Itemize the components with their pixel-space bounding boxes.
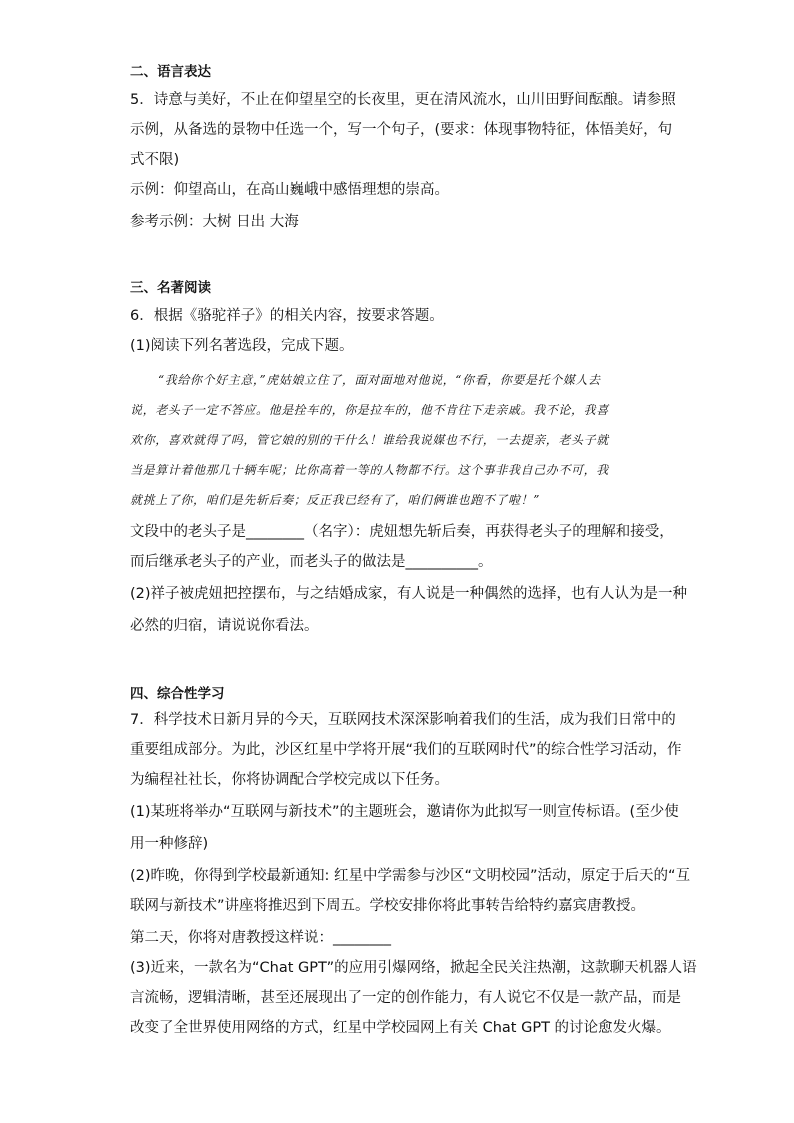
question-7-part-1-line-2: 用一种修辞) [130,836,209,852]
question-5-line-3: 式不限) [130,152,180,168]
question-5-options: 参考示例：大树 日出 大海 [130,214,299,230]
question-6-part-2-line-1: (2)祥子被虎妞把控摆布，与之结婚成家，有人说是一种偶然的选择，也有人认为是一种 [130,586,688,602]
question-7-part-2-answer: 第二天，你将对唐教授这样说：________ [130,930,391,946]
section-heading-integrated-learning: 四、综合性学习 [130,686,225,702]
quote-line-3: 欢你，喜欢就得了吗，管它娘的别的干什么！谁给我说媒也不行，一去提亲，老头子就 [130,433,609,447]
question-6-part-1: (1)阅读下列名著选段，完成下题。 [130,338,354,354]
quote-line-2: 说，老头子一定不答应。他是拴车的，你是拉车的，他不肯往下走亲戚。我不论，我喜 [130,403,609,417]
question-7-line-3: 为编程社社长，你将协调配合学校完成以下任务。 [130,772,449,788]
question-7-part-3-line-2: 言流畅，逻辑清晰，甚至还展现出了一定的创作能力，有人说它不仅是一款产品，而是 [130,990,681,1006]
question-5-line-2: 示例，从备选的景物中任选一个，写一个句子，(要求：体现事物特征，体悟美好，句 [130,122,673,138]
section-heading-classics-reading: 三、名著阅读 [130,280,211,296]
quote-line-5: 就挑上了你，咱们是先斩后奏；反正我已经有了，咱们俩谁也跑不了啦！” [130,493,540,507]
question-6-part-2-line-2: 必然的归宿，请说说你看法。 [130,618,319,634]
question-7-part-1-line-1: (1)某班将举办“互联网与新技术”的主题班会，邀请你为此拟写一则宣传标语。(至少使 [130,804,679,820]
question-7-line-1: 7．科学技术日新月异的今天，互联网技术深深影响着我们的生活，成为我们日常中的 [130,712,676,728]
quote-line-1: “我给你个好主意，”虎姑娘立住了，面对面地对他说，“你看，你要是托个媒人去 [158,373,601,387]
section-heading-language-expression: 二、语言表达 [130,64,211,80]
question-7-part-2-line-1: (2)昨晚，你得到学校最新通知: 红星中学需参与沙区“文明校园”活动，原定于后天的“互 [130,868,691,884]
question-6-intro: 6．根据《骆驼祥子》的相关内容，按要求答题。 [130,308,444,324]
question-7-part-3-line-1: (3)近来，一款名为“Chat GPT”的应用引爆网络，掀起全民关注热潮，这款聊天机器人语 [130,960,697,976]
question-5-line-1: 5．诗意与美好，不止在仰望星空的长夜里，更在清风流水，山川田野间酝酿。请参照 [130,92,676,108]
question-7-part-3-line-3: 改变了全世界使用网络的方式，红星中学校园网上有关 Chat GPT 的讨论愈发火爆。 [130,1020,671,1036]
question-6-answer-line-2: 而后继承老头子的产业，而老头子的做法是__________。 [130,554,493,570]
question-7-line-2: 重要组成部分。为此，沙区红星中学将开展“我们的互联网时代”的综合性学习活动，作 [130,742,682,758]
quote-line-4: 当是算计着他那几十辆车呢；比你高着一等的人物都不行。这个事非我自己办不可，我 [130,463,609,477]
question-7-part-2-line-2: 联网与新技术”讲座将推迟到下周五。学校安排你将此事转告给特约嘉宾唐教授。 [130,898,646,914]
question-5-example: 示例：仰望高山，在高山巍峨中感悟理想的崇高。 [130,182,449,198]
question-6-answer-line-1: 文段中的老头子是________（名字）：虎妞想先斩后奏，再获得老头子的理解和接受， [130,524,674,540]
